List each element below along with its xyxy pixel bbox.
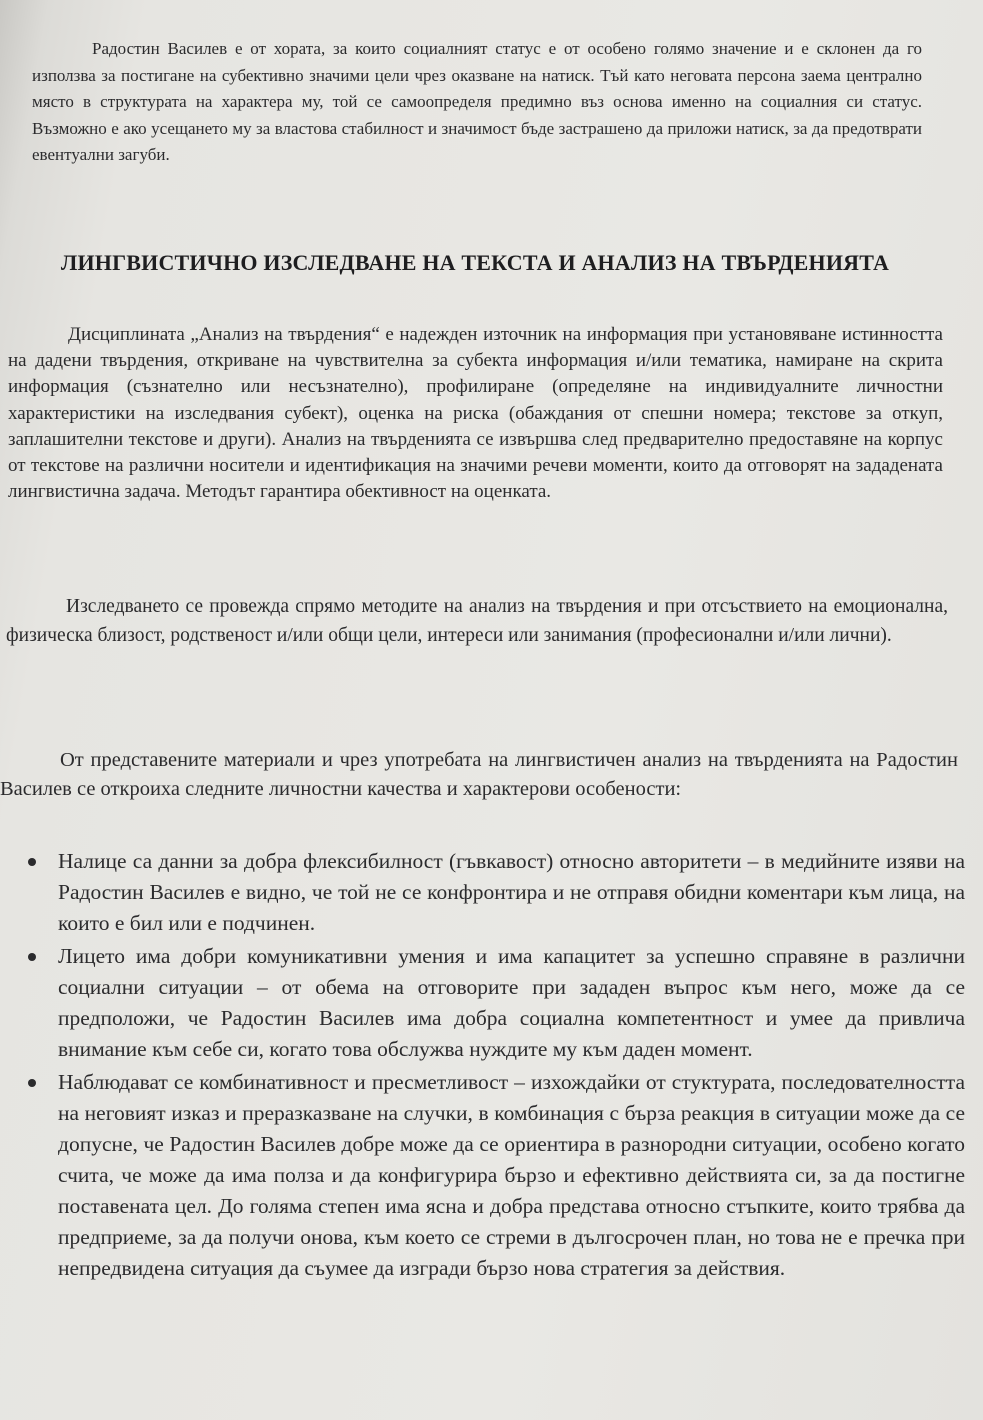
list-item [0, 941, 965, 1065]
list-item [0, 846, 965, 939]
list-item [0, 1067, 965, 1284]
paragraph-method: Дисциплината „Анализ на твърдения“ е надежден източник на информация при установяване истинността на дадени твърдения, откриване на чувствителна за субекта информация и/или тематика, намиране на скрита информация (съзнателно или несъзнателно), профилиране (определяне на индивидуалните личностни характеристики на изследвания субект), оценка на риска (обаждания от спешни номера; текстове за откуп, заплашителни текстове и други). Анализ на твърденията се извършва след предварително предоставяне на корпус от текстове на различни носители и идентификация на значими речеви моменти, които да отговорят на зададената лингвистична задача. Методът гарантира обективност на оценката. [8, 324, 943, 503]
bullet-icon [28, 858, 36, 866]
bullet-icon [28, 1079, 36, 1087]
paragraph-research: Изследването се провежда спрямо методите на анализ на твърдения и при отсъствието на емоционална, физическа близост, родственост и/или общи цели, интереси или занимания (професионални и/или лични). [6, 596, 948, 646]
intro-paragraph: Радостин Василев е от хората, за които социалният статус е от особено голямо значение и е склонен да го използва за постигане на субективно значими цели чрез оказване на натиск. Тъй като неговата персона заема централно място в структурата на характера му, той се самоопределя предимно въз основа именно на социалния си статус. Възможно е ако усещането му за властова стабилност и значимост бъде застрашено да приложи натиск, за да предотврати евентуални загуби. [32, 39, 922, 164]
paragraph-findings-intro: От представените материали и чрез употребата на лингвистичен анализ на твърденията на Радостин Василев се откроиха следните личностни качества и характерови особености: [0, 749, 958, 800]
list-item-text: Лицето има добри комуникативни умения и има капацитет за успешно справяне в различни социални ситуации – от обема на отговорите при зададен въпрос към него, може да се предположи, че Радостин Василев има добра социална компетентност и умее да привлича внимание към себе си, когато това обслужва нуждите му към даден момент. [58, 944, 965, 1061]
list-item-text: Наблюдават се комбинативност и пресметливост – изхождайки от стуктурата, последователността на неговият изказ и преразказване на случки, в комбинация с бърза реакция в ситуации може да се допусне, че Радостин Василев добре може да се ориентира в разнородни ситуации, особено когато счита, че може да има полза и да конфигурира бързо и ефективно действията си, за да постигне поставената цел. До голяма степен има ясна и добра представа относно стъпките, които трябва да предприеме, за да получи онова, към което се стреми в дългосрочен план, но това не е пречка при непредвидена ситуация да съумее да изгради бързо нова стратегия за действия. [58, 1070, 965, 1280]
findings-list [0, 846, 965, 1286]
list-item-text: Налице са данни за добра флексибилност (гъвкавост) относно авторитети – в медийните изяви на Радостин Василев е видно, че той не се конфронтира и не отправя обидни коментари към лица, на които е бил или е подчинен. [58, 849, 965, 935]
section-heading: ЛИНГВИСТИЧНО ИЗСЛЕДВАНЕ НА ТЕКСТА И АНАЛИЗ НА ТВЪРДЕНИЯТА [60, 250, 890, 275]
bullet-icon [28, 953, 36, 961]
